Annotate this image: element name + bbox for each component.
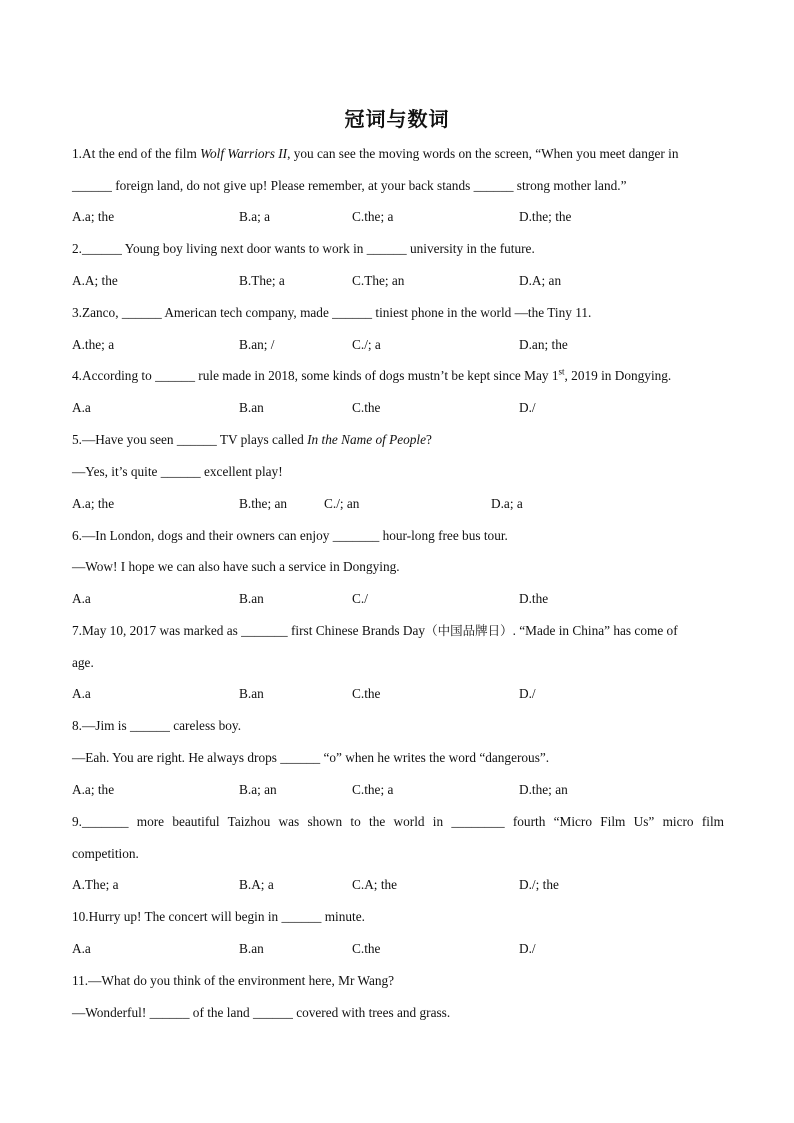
question-7-text: 7.May 10, 2017 was marked as _______ first Chinese Brands Day: [72, 623, 426, 638]
question-1-line-2: ______ foreign land, do not give up! Please remember, at your back stands ______ strong mother land.”: [72, 178, 627, 193]
option-b: B.an: [239, 591, 264, 606]
option-b: B.A; a: [239, 877, 274, 892]
question-8-line-2: —Eah. You are right. He always drops ______ “o” when he writes the word “dangerous”.: [72, 750, 550, 765]
question-6-line-2: —Wow! I hope we can also have such a service in Dongying.: [72, 559, 400, 574]
page-title: 冠词与数词: [344, 107, 450, 131]
question-5-text: 5.—Have you seen ______ TV plays called: [72, 432, 308, 447]
option-d: D.the; the: [519, 209, 572, 224]
option-a: A.a: [72, 941, 91, 956]
option-a: A.a: [72, 591, 91, 606]
option-d: D.the: [519, 591, 549, 606]
question-3-stem: 3.Zanco, ______ American tech company, made ______ tiniest phone in the world —the Tiny 11.: [72, 305, 592, 320]
option-c: C.the; a: [352, 782, 394, 797]
option-c: C.the: [352, 400, 381, 415]
option-a: A.A; the: [72, 273, 118, 288]
question-7-line-2: age.: [72, 655, 94, 670]
option-c: C.the: [352, 941, 381, 956]
question-9-line-1: 9._______ more beautiful Taizhou was shown to the world in ________ fourth “Micro Film Us” micro film: [72, 814, 724, 829]
question-1-text-cont: , you can see the moving words on the screen, “When you meet danger in: [287, 146, 679, 161]
option-d: D.a; a: [491, 496, 523, 511]
option-b: B.the; an: [239, 496, 288, 511]
question-4-text-cont: , 2019 in Dongying.: [564, 368, 672, 383]
question-4-stem: [72, 367, 724, 385]
option-a: A.The; a: [72, 877, 119, 892]
question-5-text-cont: ?: [426, 432, 432, 447]
option-c: C.the: [352, 686, 381, 701]
option-c: C./: [352, 591, 368, 606]
option-a: A.a: [72, 400, 91, 415]
option-c: C.The; an: [352, 273, 405, 288]
question-11-line-2: —Wonderful! ______ of the land ______ covered with trees and grass.: [72, 1005, 451, 1020]
ordinal-superscript: st: [558, 366, 565, 377]
option-d: D.an; the: [519, 337, 568, 352]
option-a: A.a: [72, 686, 91, 701]
option-b: B.an: [239, 941, 264, 956]
option-c: C./; a: [352, 337, 381, 352]
question-11-line-1: 11.—What do you think of the environment here, Mr Wang?: [72, 973, 395, 988]
option-d: D./: [519, 941, 536, 956]
option-d: D./; the: [519, 877, 559, 892]
option-a: A.the; a: [72, 337, 115, 352]
question-1-text: 1.At the end of the film: [72, 146, 201, 161]
option-b: B.an: [239, 686, 264, 701]
question-6-line-1: 6.—In London, dogs and their owners can enjoy _______ hour-long free bus tour.: [72, 528, 508, 543]
option-d: D.the; an: [519, 782, 568, 797]
question-7-line-1: [72, 622, 724, 640]
question-4-text: 4.According to ______ rule made in 2018, some kinds of dogs mustn’t be kept since May 1: [72, 368, 559, 383]
option-b: B.a; a: [239, 209, 271, 224]
film-title: Wolf Warriors II: [200, 146, 288, 161]
option-c: C.the; a: [352, 209, 394, 224]
question-8-line-1: 8.—Jim is ______ careless boy.: [72, 718, 242, 733]
chinese-annotation: （中国品牌日）: [425, 623, 513, 638]
question-7-text-cont: . “Made in China” has come of: [512, 623, 678, 638]
question-9-line-2: competition.: [72, 846, 139, 861]
option-b: B.an: [239, 400, 264, 415]
question-2-stem: 2.______ Young boy living next door wants to work in ______ university in the future.: [72, 241, 535, 256]
option-a: A.a; the: [72, 496, 115, 511]
show-title: In the Name of People: [307, 432, 427, 447]
option-a: A.a; the: [72, 782, 115, 797]
option-d: D./: [519, 686, 536, 701]
question-5-line-2: —Yes, it’s quite ______ excellent play!: [72, 464, 283, 479]
question-10-stem: 10.Hurry up! The concert will begin in ______ minute.: [72, 909, 365, 924]
question-5-line-1: [72, 431, 724, 449]
option-b: B.an; /: [239, 337, 275, 352]
option-d: D.A; an: [519, 273, 562, 288]
question-1-line-1: [72, 145, 724, 163]
option-d: D./: [519, 400, 536, 415]
option-c: C.A; the: [352, 877, 398, 892]
option-b: B.The; a: [239, 273, 285, 288]
option-a: A.a; the: [72, 209, 115, 224]
option-c: C./; an: [324, 496, 360, 511]
option-b: B.a; an: [239, 782, 277, 797]
